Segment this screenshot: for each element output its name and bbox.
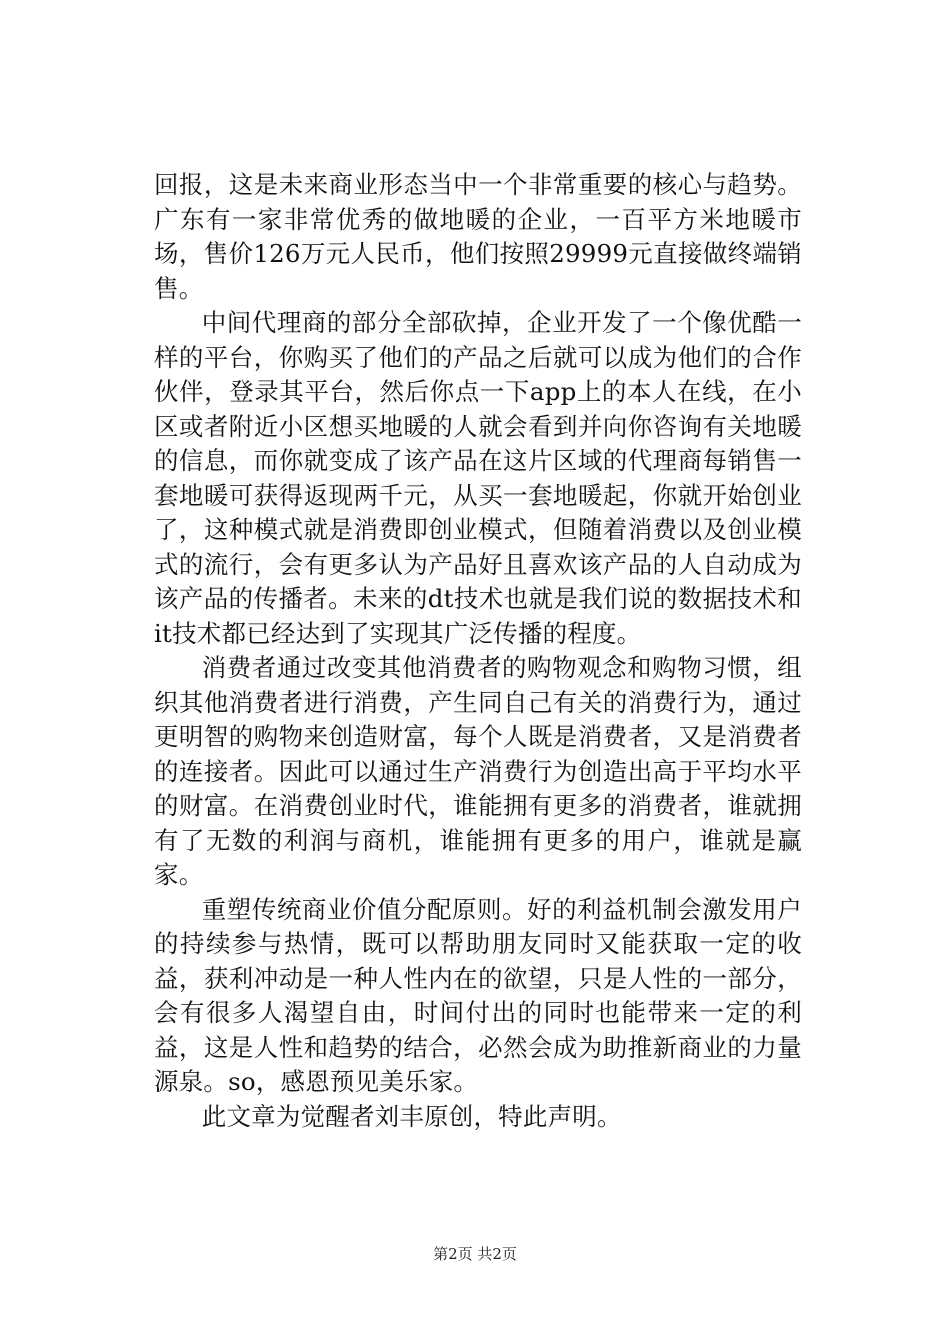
document-body (154, 168, 802, 1134)
paragraph-3: 消费者通过改变其他消费者的购物观念和购物习惯，组织其他消费者进行消费，产生同自己有关的消费行为，通过更明智的购物来创造财富，每个人既是消费者，又是消费者的连接者。因此可以通过生产消费行为创造出高于平均水平的财富。在消费创业时代，谁能拥有更多的消费者，谁就拥有了无数的利润与商机，谁能拥有更多的用户，谁就是赢家。 (154, 653, 802, 889)
page-number-footer: 第2页 共2页 (433, 1245, 517, 1263)
paragraph-1: 回报，这是未来商业形态当中一个非常重要的核心与趋势。广东有一家非常优秀的做地暖的企业，一百平方米地暖市场，售价126万元人民币，他们按照29999元直接做终端销售。 (154, 170, 802, 303)
paragraph-2: 中间代理商的部分全部砍掉，企业开发了一个像优酷一样的平台，你购买了他们的产品之后就可以成为他们的合作伙伴，登录其平台，然后你点一下app上的本人在线，在小区或者附近小区想买地暖的人就会看到并向你咨询有关地暖的信息，而你就变成了该产品在这片区域的代理商每销售一套地暖可获得返现两千元，从买一套地暖起，你就开始创业了，这种模式就是消费即创业模式，但随着消费以及创业模式的流行，会有更多认为产品好且喜欢该产品的人自动成为该产品的传播者。未来的dt技术也就是我们说的数据技术和it技术都已经达到了实现其广泛传播的程度。 (154, 308, 802, 648)
paragraph-5: 此文章为觉醒者刘丰原创，特此声明。 (201, 1101, 622, 1131)
paragraph-4: 重塑传统商业价值分配原则。好的利益机制会激发用户的持续参与热情，既可以帮助朋友同时又能获取一定的收益，获利冲动是一种人性内在的欲望，只是人性的一部分，会有很多人渴望自由，时间付出的同时也能带来一定的利益，这是人性和趋势的结合，必然会成为助推新商业的力量源泉。so，感恩预见美乐家。 (154, 894, 802, 1096)
